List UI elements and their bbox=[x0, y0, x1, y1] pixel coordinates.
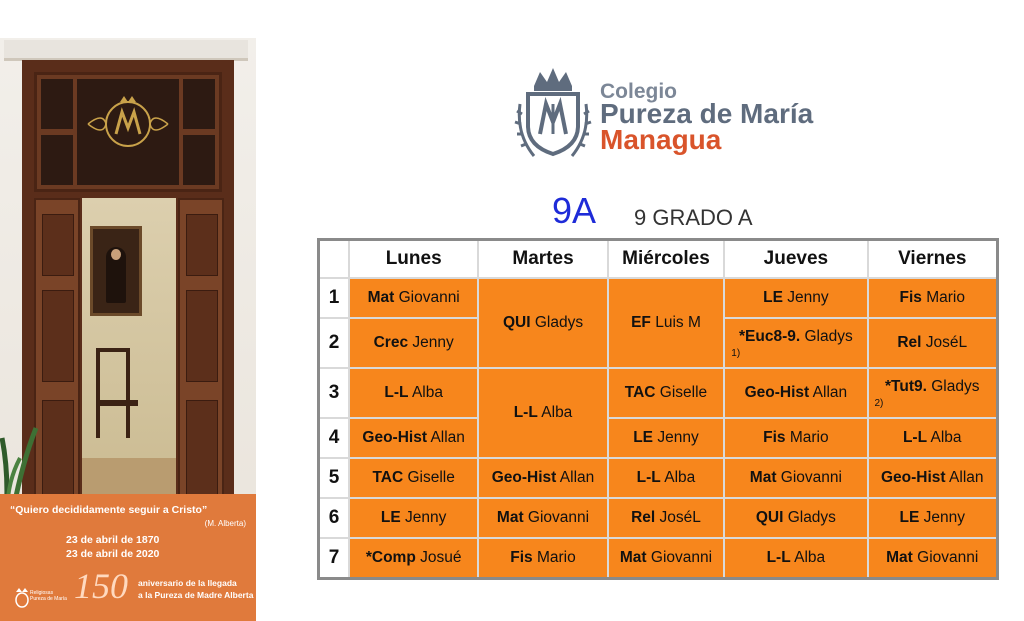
table-row bbox=[319, 278, 998, 318]
header-miercoles: Miércoles bbox=[608, 240, 725, 279]
cell-viernes-4: L-L Alba bbox=[868, 418, 998, 458]
poster-quote-author: (M. Alberta) bbox=[204, 519, 246, 528]
table-row bbox=[319, 458, 998, 498]
wooden-chair bbox=[96, 348, 130, 438]
left-door-panel bbox=[34, 198, 80, 528]
header-martes: Martes bbox=[478, 240, 607, 279]
cell-martes-6: Mat Giovanni bbox=[478, 498, 607, 538]
crown-crest-icon bbox=[514, 64, 592, 162]
cell-lunes-3: L-L Alba bbox=[349, 368, 478, 418]
table-row bbox=[319, 498, 998, 538]
portrait-painting bbox=[90, 226, 142, 316]
cell-jueves-1: LE Jenny bbox=[724, 278, 867, 318]
brand-school-name: Pureza de María bbox=[600, 98, 814, 129]
poster-date-2020: 23 de abril de 2020 bbox=[66, 548, 160, 560]
cell-miercoles-3: TAC Giselle bbox=[608, 368, 725, 418]
period-number: 6 bbox=[319, 498, 350, 538]
header-lunes: Lunes bbox=[349, 240, 478, 279]
cell-jueves-5: Mat Giovanni bbox=[724, 458, 867, 498]
cell-lunes-5: TAC Giselle bbox=[349, 458, 478, 498]
mini-crest-icon bbox=[12, 586, 32, 608]
cell-jueves-6: QUI Gladys bbox=[724, 498, 867, 538]
cell-viernes-1: Fis Mario bbox=[868, 278, 998, 318]
cell-lunes-2: Crec Jenny bbox=[349, 318, 478, 368]
class-grade: 9 GRADO A bbox=[634, 205, 753, 230]
period-number: 5 bbox=[319, 458, 350, 498]
period-number: 4 bbox=[319, 418, 350, 458]
poster-150: 150 bbox=[74, 566, 128, 606]
header-viernes: Viernes bbox=[868, 240, 998, 279]
cell-viernes-7: Mat Giovanni bbox=[868, 538, 998, 579]
cell-lunes-1: Mat Giovanni bbox=[349, 278, 478, 318]
cell-note: 2) bbox=[874, 397, 884, 409]
table-row bbox=[319, 368, 998, 418]
cell-jueves-2: *Euc8-9. Gladys 1) bbox=[724, 318, 867, 368]
cell-miercoles-1-2: EF Luis M bbox=[608, 278, 725, 368]
class-code: 9A bbox=[552, 190, 597, 231]
header-jueves: Jueves bbox=[724, 240, 867, 279]
header-corner bbox=[319, 240, 350, 279]
schedule-table bbox=[317, 238, 999, 580]
cell-martes-3-4: L-L Alba bbox=[478, 368, 607, 458]
cell-lunes-6: LE Jenny bbox=[349, 498, 478, 538]
cell-martes-7: Fis Mario bbox=[478, 538, 607, 579]
table-header-row bbox=[319, 240, 998, 279]
cell-note: 1) bbox=[731, 347, 741, 359]
table-row bbox=[319, 538, 998, 579]
cell-viernes-6: LE Jenny bbox=[868, 498, 998, 538]
cell-martes-5: Geo-Hist Allan bbox=[478, 458, 607, 498]
cell-viernes-5: Geo-Hist Allan bbox=[868, 458, 998, 498]
period-number: 7 bbox=[319, 538, 350, 579]
table-row bbox=[319, 418, 998, 458]
cell-miercoles-5: L-L Alba bbox=[608, 458, 725, 498]
monogram-emblem-icon bbox=[78, 94, 178, 152]
cell-jueves-3: Geo-Hist Allan bbox=[724, 368, 867, 418]
poster-anniversary-line1: aniversario de la llegada bbox=[138, 578, 237, 588]
cell-jueves-4: Fis Mario bbox=[724, 418, 867, 458]
mini-logo-text: Religiosas Pureza de María bbox=[30, 590, 67, 602]
brand-city: Managua bbox=[600, 124, 722, 155]
cell-miercoles-6: Rel JoséL bbox=[608, 498, 725, 538]
door-lintel bbox=[4, 40, 248, 61]
cell-jueves-7: L-L Alba bbox=[724, 538, 867, 579]
anniversary-poster bbox=[0, 38, 256, 621]
cell-lunes-7: *Comp Josué bbox=[349, 538, 478, 579]
period-number: 2 bbox=[319, 318, 350, 368]
cell-viernes-3: *Tut9. Gladys 2) bbox=[868, 368, 998, 418]
poster-quote: “Quiero decididamente seguir a Cristo” bbox=[10, 504, 208, 516]
period-number: 1 bbox=[319, 278, 350, 318]
cell-martes-1-2: QUI Gladys bbox=[478, 278, 607, 368]
period-number: 3 bbox=[319, 368, 350, 418]
cell-miercoles-7: Mat Giovanni bbox=[608, 538, 725, 579]
cell-viernes-2: Rel JoséL bbox=[868, 318, 998, 368]
brand-colegio: Colegio bbox=[600, 80, 677, 103]
cell-lunes-4: Geo-Hist Allan bbox=[349, 418, 478, 458]
poster-anniversary-line2: a la Pureza de Madre Alberta bbox=[138, 590, 254, 600]
poster-date-1870: 23 de abril de 1870 bbox=[66, 534, 160, 546]
cell-miercoles-4: LE Jenny bbox=[608, 418, 725, 458]
right-door-panel bbox=[178, 198, 224, 528]
